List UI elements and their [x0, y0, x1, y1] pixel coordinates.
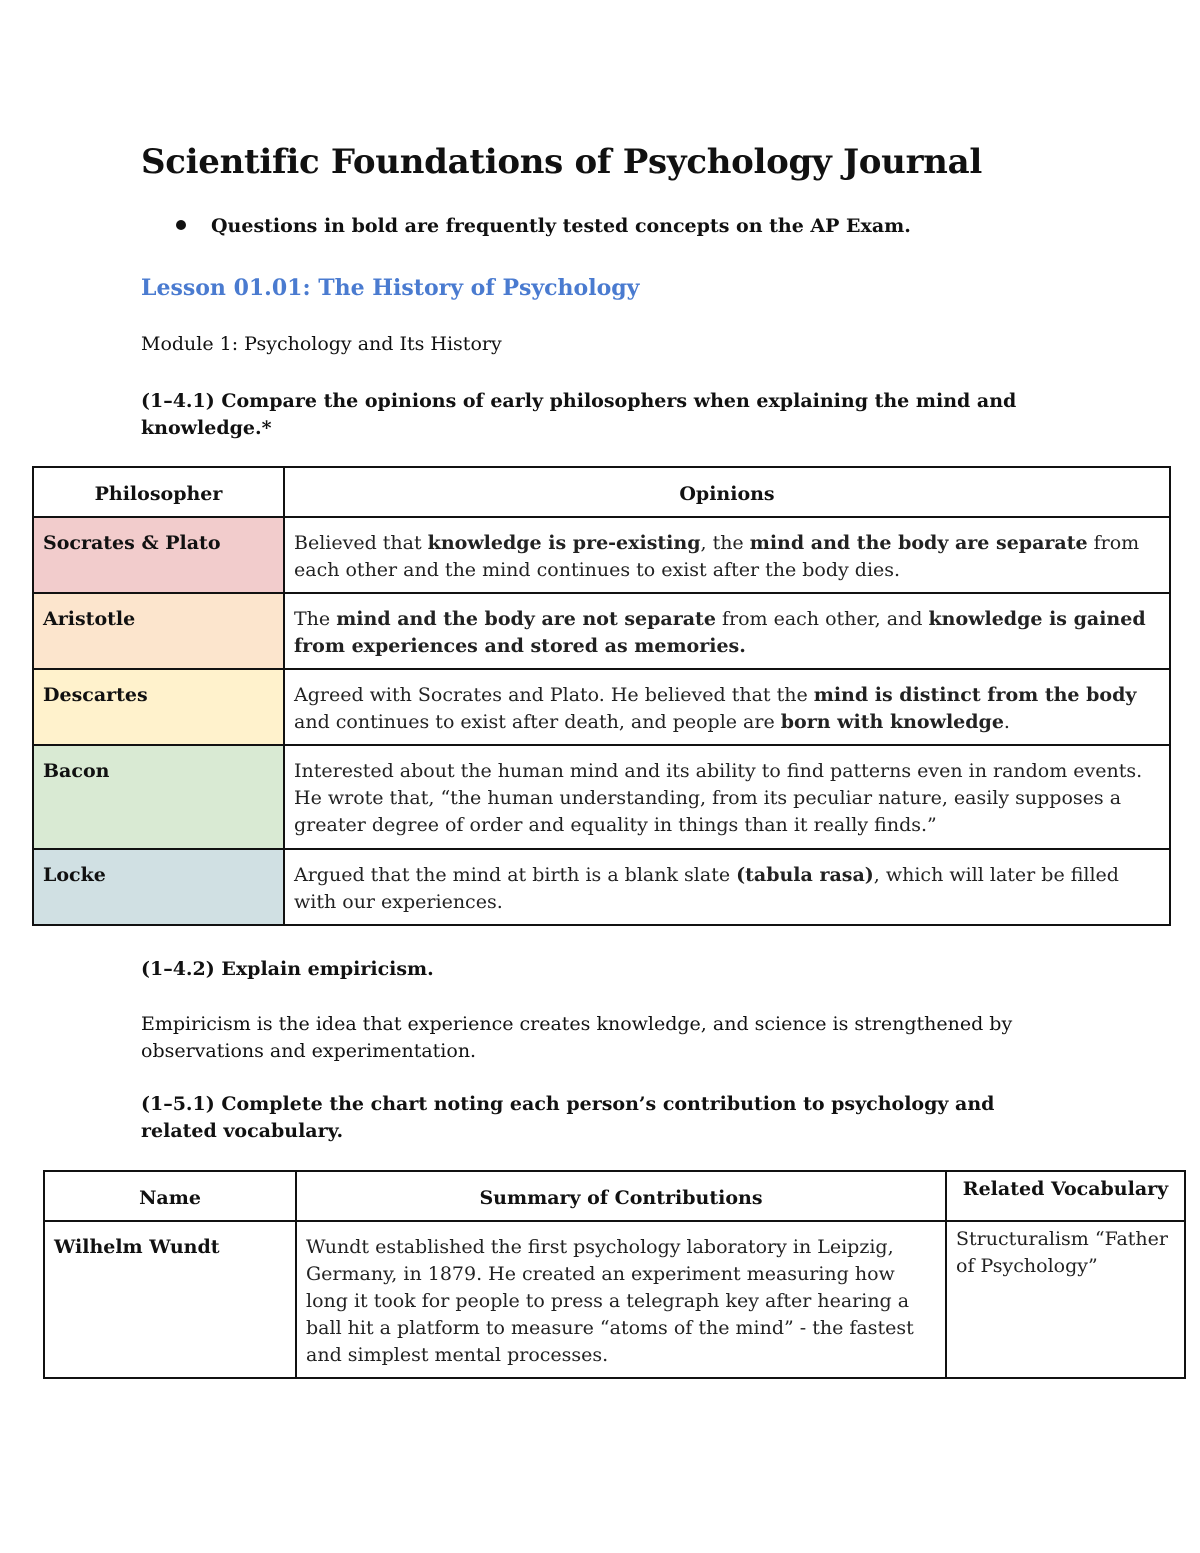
contributions-table: [43, 1170, 1186, 1379]
opinion-text: The: [294, 608, 337, 630]
page-title: Scientific Foundations of Psychology Journal: [141, 142, 982, 182]
emphasis-text: knowledge is gained from experiences and stored as memories.: [294, 608, 1146, 657]
header-name: Name: [44, 1171, 296, 1221]
table-row: [33, 517, 1170, 593]
emphasis-text: mind is distinct from the body: [813, 684, 1137, 706]
philosopher-opinion: [284, 517, 1170, 593]
opinion-text: and continues to exist after death, and people are: [294, 711, 781, 733]
philosopher-opinion: [284, 745, 1170, 849]
emphasis-text: mind and the body are separate: [749, 532, 1088, 554]
philosopher-opinion: [284, 669, 1170, 745]
philosopher-name: Locke: [33, 849, 284, 925]
opinion-text: .: [1003, 711, 1010, 733]
table-row: [44, 1221, 1185, 1378]
opinion-text: from each other and the mind continues to exist after the body dies.: [294, 532, 1140, 581]
opinion-text: Believed that: [294, 532, 428, 554]
bullet-icon: [176, 220, 186, 230]
table-row: [33, 849, 1170, 925]
philosophers-table: [32, 466, 1171, 926]
opinion-text: Agreed with Socrates and Plato. He believed that the: [294, 684, 814, 706]
philosopher-opinion: [284, 849, 1170, 925]
lesson-heading: Lesson 01.01: The History of Psychology: [141, 275, 640, 301]
philosopher-name: Socrates & Plato: [33, 517, 284, 593]
philosopher-name: Descartes: [33, 669, 284, 745]
empiricism-answer: Empiricism is the idea that experience creates knowledge, and science is strengthened by observations and experimentation.: [141, 1013, 1013, 1062]
philosopher-name: Aristotle: [33, 593, 284, 669]
philosopher-opinion: [284, 593, 1170, 669]
question-1-5-1: (1–5.1) Complete the chart noting each person’s contribution to psychology and related vocabulary.: [141, 1093, 995, 1142]
bullet-text: Questions in bold are frequently tested concepts on the AP Exam.: [211, 215, 911, 237]
opinion-text: Argued that the mind at birth is a blank slate: [294, 864, 737, 886]
table-row: [33, 745, 1170, 849]
emphasis-text: knowledge is pre-existing: [427, 532, 701, 554]
person-name: Wilhelm Wundt: [44, 1221, 296, 1378]
bullet-note: [176, 215, 911, 237]
question-1-4-1: (1–4.1) Compare the opinions of early philosophers when explaining the mind and knowledge.*: [141, 390, 1017, 439]
opinion-text: , the: [700, 532, 750, 554]
table-row: [33, 593, 1170, 669]
question-1-4-2: (1–4.2) Explain empiricism.: [141, 958, 434, 980]
person-summary: Wundt established the first psychology laboratory in Leipzig, Germany, in 1879. He created an experiment measuring how long it took for people to press a telegraph key after hearing a ball hit a platform to measure “atoms of the mind” - the fastest and simplest mental processes.: [296, 1221, 946, 1378]
header-summary: Summary of Contributions: [296, 1171, 946, 1221]
opinion-text: , which will later be filled with our experiences.: [294, 864, 1119, 913]
opinion-text: from each other, and: [715, 608, 929, 630]
table-row: [33, 669, 1170, 745]
module-heading: Module 1: Psychology and Its History: [141, 333, 502, 355]
header-opinions: Opinions: [284, 467, 1170, 517]
philosopher-name: Bacon: [33, 745, 284, 849]
opinion-text: Interested about the human mind and its ability to find patterns even in random events. He wrote that, “the human understanding, from its peculiar nature, easily supposes a greater degree of order and equality in things than it really finds.”: [294, 760, 1143, 836]
emphasis-text: mind and the body are not separate: [336, 608, 716, 630]
header-philosopher: Philosopher: [33, 467, 284, 517]
person-vocabulary: Structuralism “Father of Psychology”: [946, 1221, 1185, 1378]
header-vocabulary: Related Vocabulary: [946, 1171, 1185, 1221]
emphasis-text: (tabula rasa): [736, 864, 874, 886]
emphasis-text: born with knowledge: [780, 711, 1004, 733]
